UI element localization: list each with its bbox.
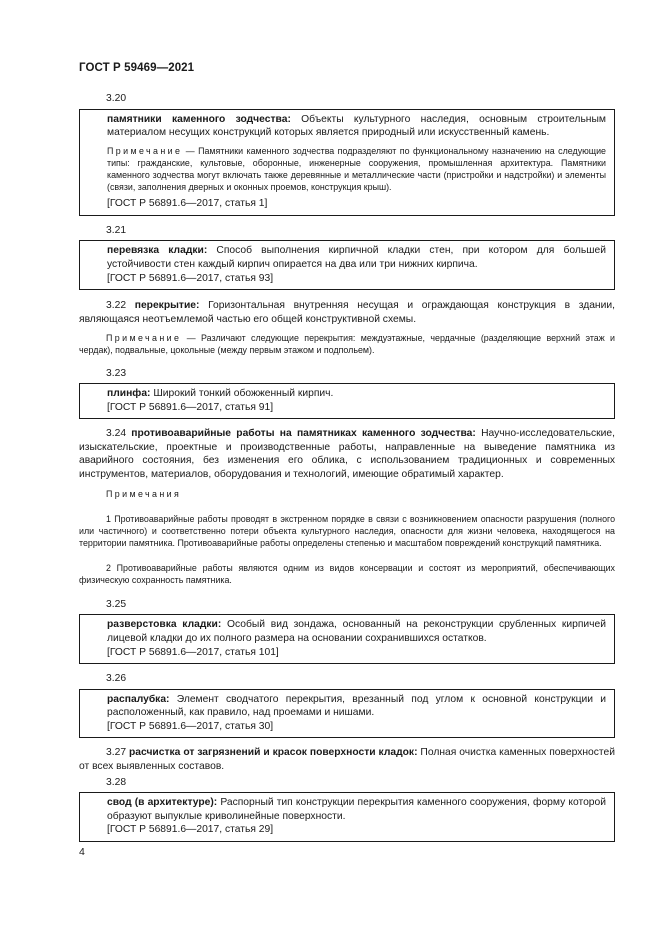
entry-number: 3.23 <box>106 367 127 379</box>
entry-number: 3.25 <box>106 598 127 610</box>
definition: Полная очистка каменных поверхностей от всех выявленных составов. <box>79 747 615 773</box>
definition: Элемент сводчатого перекрытия, врезанный под углом к основной конструкции и расположенный, как правило, над проемами и нишами. <box>107 693 606 719</box>
term-box-3-26 <box>79 689 615 739</box>
standard-header: ГОСТ Р 59469—2021 <box>79 62 195 74</box>
entry-number: 3.26 <box>106 673 127 685</box>
definition: Научно-исследовательские, изыскательские, проектные и производственные работы, направленные на выведение памятника из аварийного состояния, без изменения его облика, с использованием традиционных и современных инструментов, материалов, оборудования и технологий, имеющие обратимый характер. <box>79 428 615 481</box>
term: памятники каменного зодчества: <box>107 113 291 125</box>
definition: Широкий тонкий обожженный кирпич. <box>150 388 334 400</box>
definition: Распорный тип конструкции перекрытия каменного сооружения, форму которой образуют выпуклые криволинейные поверхности. <box>107 797 606 822</box>
source-reference: [ГОСТ Р 56891.6—2017, статья 30] <box>107 720 274 732</box>
source-reference: [ГОСТ Р 56891.6—2017, статья 93] <box>107 272 274 284</box>
entry-number: 3.20 <box>106 93 127 104</box>
term-box-3-28 <box>79 792 615 842</box>
term: перевязка кладки: <box>107 245 208 257</box>
source-reference: [ГОСТ Р 56891.6—2017, статья 29] <box>107 824 274 836</box>
note-label: Примечание <box>106 333 182 344</box>
page-number: 4 <box>79 846 85 858</box>
term-box-3-23 <box>79 383 615 419</box>
term: расчистка от загрязнений и красок поверхности кладок: <box>128 747 418 759</box>
term-box-3-20 <box>79 109 615 216</box>
term: плинфа: <box>107 388 151 400</box>
definition: Особый вид зондажа, основанный на реконструкции срубленных кирпичей лицевой кладки до их полного размера на основании сохранившихся остатков. <box>107 619 606 644</box>
note-2: 2 Противоаварийные работы являются одним из видов консервации и состоят из мероприятий, обеспечивающих физическую сохранность памятника. <box>79 562 615 585</box>
term: распалубка: <box>107 693 170 705</box>
source-reference: [ГОСТ Р 56891.6—2017, статья 101] <box>107 646 279 658</box>
note-1: 1 Противоаварийные работы проводят в экстренном порядке в связи с возникновением опасности разрушения (полного или частичного) и соответственно потери объекта культурного наследия, опасности для жизни человека, находящегося на территории памятника. Противоаварийные работы определены степенью и масштабом повреждений конструкций памятника. <box>79 514 615 549</box>
entry-number: 3.22 <box>106 300 127 312</box>
source-reference: [ГОСТ Р 56891.6—2017, статья 1] <box>107 198 268 210</box>
entry-number: 3.28 <box>106 776 127 788</box>
definition: Горизонтальная внутренняя несущая и ограждающая конструкция в здании, являющаяся неотъемлемой частью его общей конструктивной схемы. <box>79 300 615 325</box>
note-text: — Памятники каменного зодчества подразделяют по функциональному назначению на следующие типы: гражданские, культовые, оборонные, инженерные сооружения, промышленная архитектура. Памятники каменного зодчества могут включать также деревянные и металлические части (пристройки и надстройки) и элементы (связи, заполнения дверных и оконных проемов, конструкция крыш). <box>107 145 606 193</box>
definition: Объекты культурного наследия, основным строительным материалом несущих конструкций которых является природный или искусственный камень. <box>107 113 606 139</box>
entry-number: 3.27 <box>106 747 127 759</box>
notes-label: Примечания <box>106 488 182 499</box>
term: перекрытие: <box>134 300 200 312</box>
entry-number: 3.21 <box>106 224 127 236</box>
note-label: Примечание <box>107 145 183 156</box>
term-box-3-21 <box>79 240 615 290</box>
term-box-3-25 <box>79 614 615 664</box>
note-text: — Различают следующие перекрытия: междуэтажные, чердачные (разделяющие верхний этаж и чердак), подвальные, цокольные (между первым этажом и подпольем). <box>79 333 615 356</box>
term: противоаварийные работы на памятниках каменного зодчества: <box>131 428 476 440</box>
definition: Способ выполнения кирпичной кладки стен, при котором для большей устойчивости стен каждый кирпич опирается на два или три нижних кирпича. <box>107 245 606 270</box>
entry-number: 3.24 <box>106 428 127 440</box>
term: свод (в архитектуре): <box>107 797 218 809</box>
source-reference: [ГОСТ Р 56891.6—2017, статья 91] <box>107 401 274 413</box>
term: разверстовка кладки: <box>107 619 222 631</box>
document-body <box>79 92 615 845</box>
